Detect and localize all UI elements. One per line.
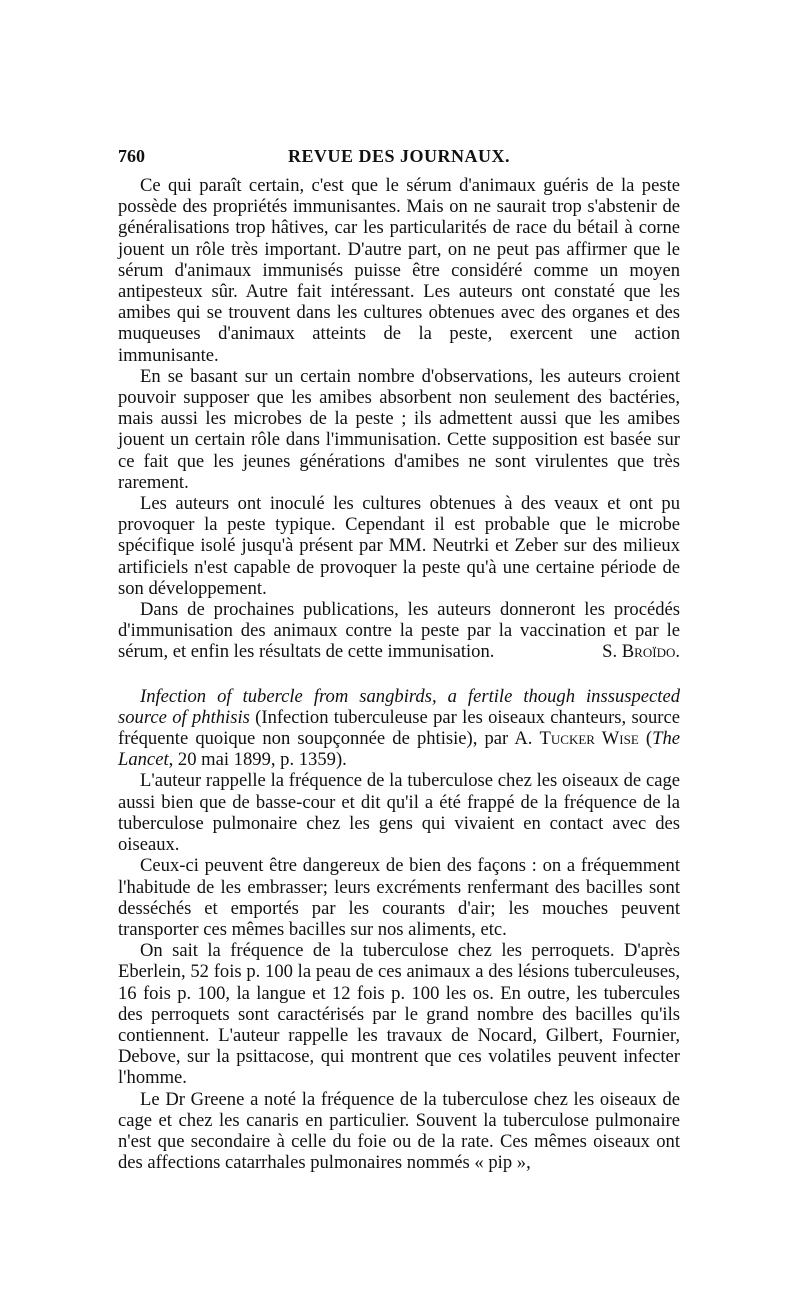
page-header (118, 146, 680, 170)
journal-name: The Lancet (118, 728, 681, 771)
closing-paragraph (118, 599, 680, 663)
paragraph: Les auteurs ont inoculé les cultures obtenues à des veaux et ont pu provoquer la peste typique. Cependant il est probable que le microbe spécifique isolé jusqu'à présent par MM. Neutrki et Zeber sur des milieux artificiels n'est capable de provoquer la peste qu'à une certaine période de son développement. (118, 493, 680, 599)
review-plague-immunization (118, 175, 680, 663)
closing-text: Dans de prochaines publications, les auteurs donneront les procédés d'immunisation des animaux contre la peste par la vaccination et par le sérum, et enfin les résultats de cette immunisation. (118, 599, 680, 663)
running-title: REVUE DES JOURNAUX. (287, 146, 511, 166)
paragraph: Ceux-ci peuvent être dangereux de bien des façons : on a fréquemment l'habitude de les embrasser; leurs excréments renfermant des bacilles sont desséchés et emportés par les courants d'air; les mouches peuvent transporter ces mêmes bacilles sur nos aliments, etc. (118, 855, 680, 940)
article-author: Tucker Wise (539, 728, 639, 750)
paragraph: On sait la fréquence de la tuberculose chez les perroquets. D'après Eberlein, 52 fois p. 100 la peau de ces animaux a des lésions tuberculeuses, 16 fois p. 100, la langue et 12 fois p. 100 les os. En outre, les tubercules des perroquets sont caractérisés par le grand nombre des bacilles qu'ils contiennent. L'auteur rappelle les travaux de Nocard, Gilbert, Fournier, Debove, sur la psittacose, qui montrent que ces volatiles peuvent infecter l'homme. (118, 940, 680, 1089)
review-signature: S. Broïdo. (602, 641, 680, 663)
article-title-english: Infection of tubercle from sangbirds, a fertile though inssuspected source of phthisis (118, 685, 680, 728)
article-title-french: (Infection tuberculeuse par les oiseaux chanteurs, source fréquente quoique non soupçonnée de phtisie), par A. (118, 706, 680, 750)
article-reference (118, 686, 680, 771)
review-tubercle-songbirds (118, 686, 680, 1174)
section-spacer (118, 663, 680, 686)
paragraph: Ce qui paraît certain, c'est que le sérum d'animaux guéris de la peste possède des propriétés immunisantes. Mais on ne saurait trop s'abstenir de généralisations trop hâtives, car les particularités de race du bétail à corne jouent un rôle très important. D'autre part, on ne peut pas affirmer que le sérum d'animaux immunisés puisse être considéré comme un moyen antipesteux sûr. Autre fait intéressant. Les auteurs ont constaté que les amibes qui se trouvent dans les cultures obtenues avec des organes et des muqueuses d'animaux atteints de la peste, exercent une action immunisante. (118, 175, 680, 366)
page-body (118, 175, 680, 1173)
paragraph: L'auteur rappelle la fréquence de la tuberculose chez les oiseaux de cage aussi bien que de basse-cour et dit qu'il a été frappé de la fréquence de la tuberculose pulmonaire chez les gens qui vivaient en contact avec des oiseaux. (118, 770, 680, 856)
citation-open: ( (638, 728, 653, 750)
page-number: 760 (118, 146, 145, 166)
citation-details: , 20 mai 1899, p. 1359). (168, 749, 347, 771)
paragraph: En se basant sur un certain nombre d'observations, les auteurs croient pouvoir supposer que les amibes absorbent non seulement des bactéries, mais aussi les microbes de la peste ; ils admettent aussi que les amibes jouent un certain rôle dans l'immunisation. Cette supposition est basée sur ce fait que les jeunes générations d'amibes ne sont virulentes que très rarement. (118, 365, 680, 493)
paragraph: Le Dr Greene a noté la fréquence de la tuberculose chez les oiseaux de cage et chez les canaris en particulier. Souvent la tuberculose pulmonaire n'est que secondaire à celle du foie ou de la rate. Ces mêmes oiseaux ont des affections catarrhales pulmonaires nommés « pip », (118, 1088, 680, 1174)
